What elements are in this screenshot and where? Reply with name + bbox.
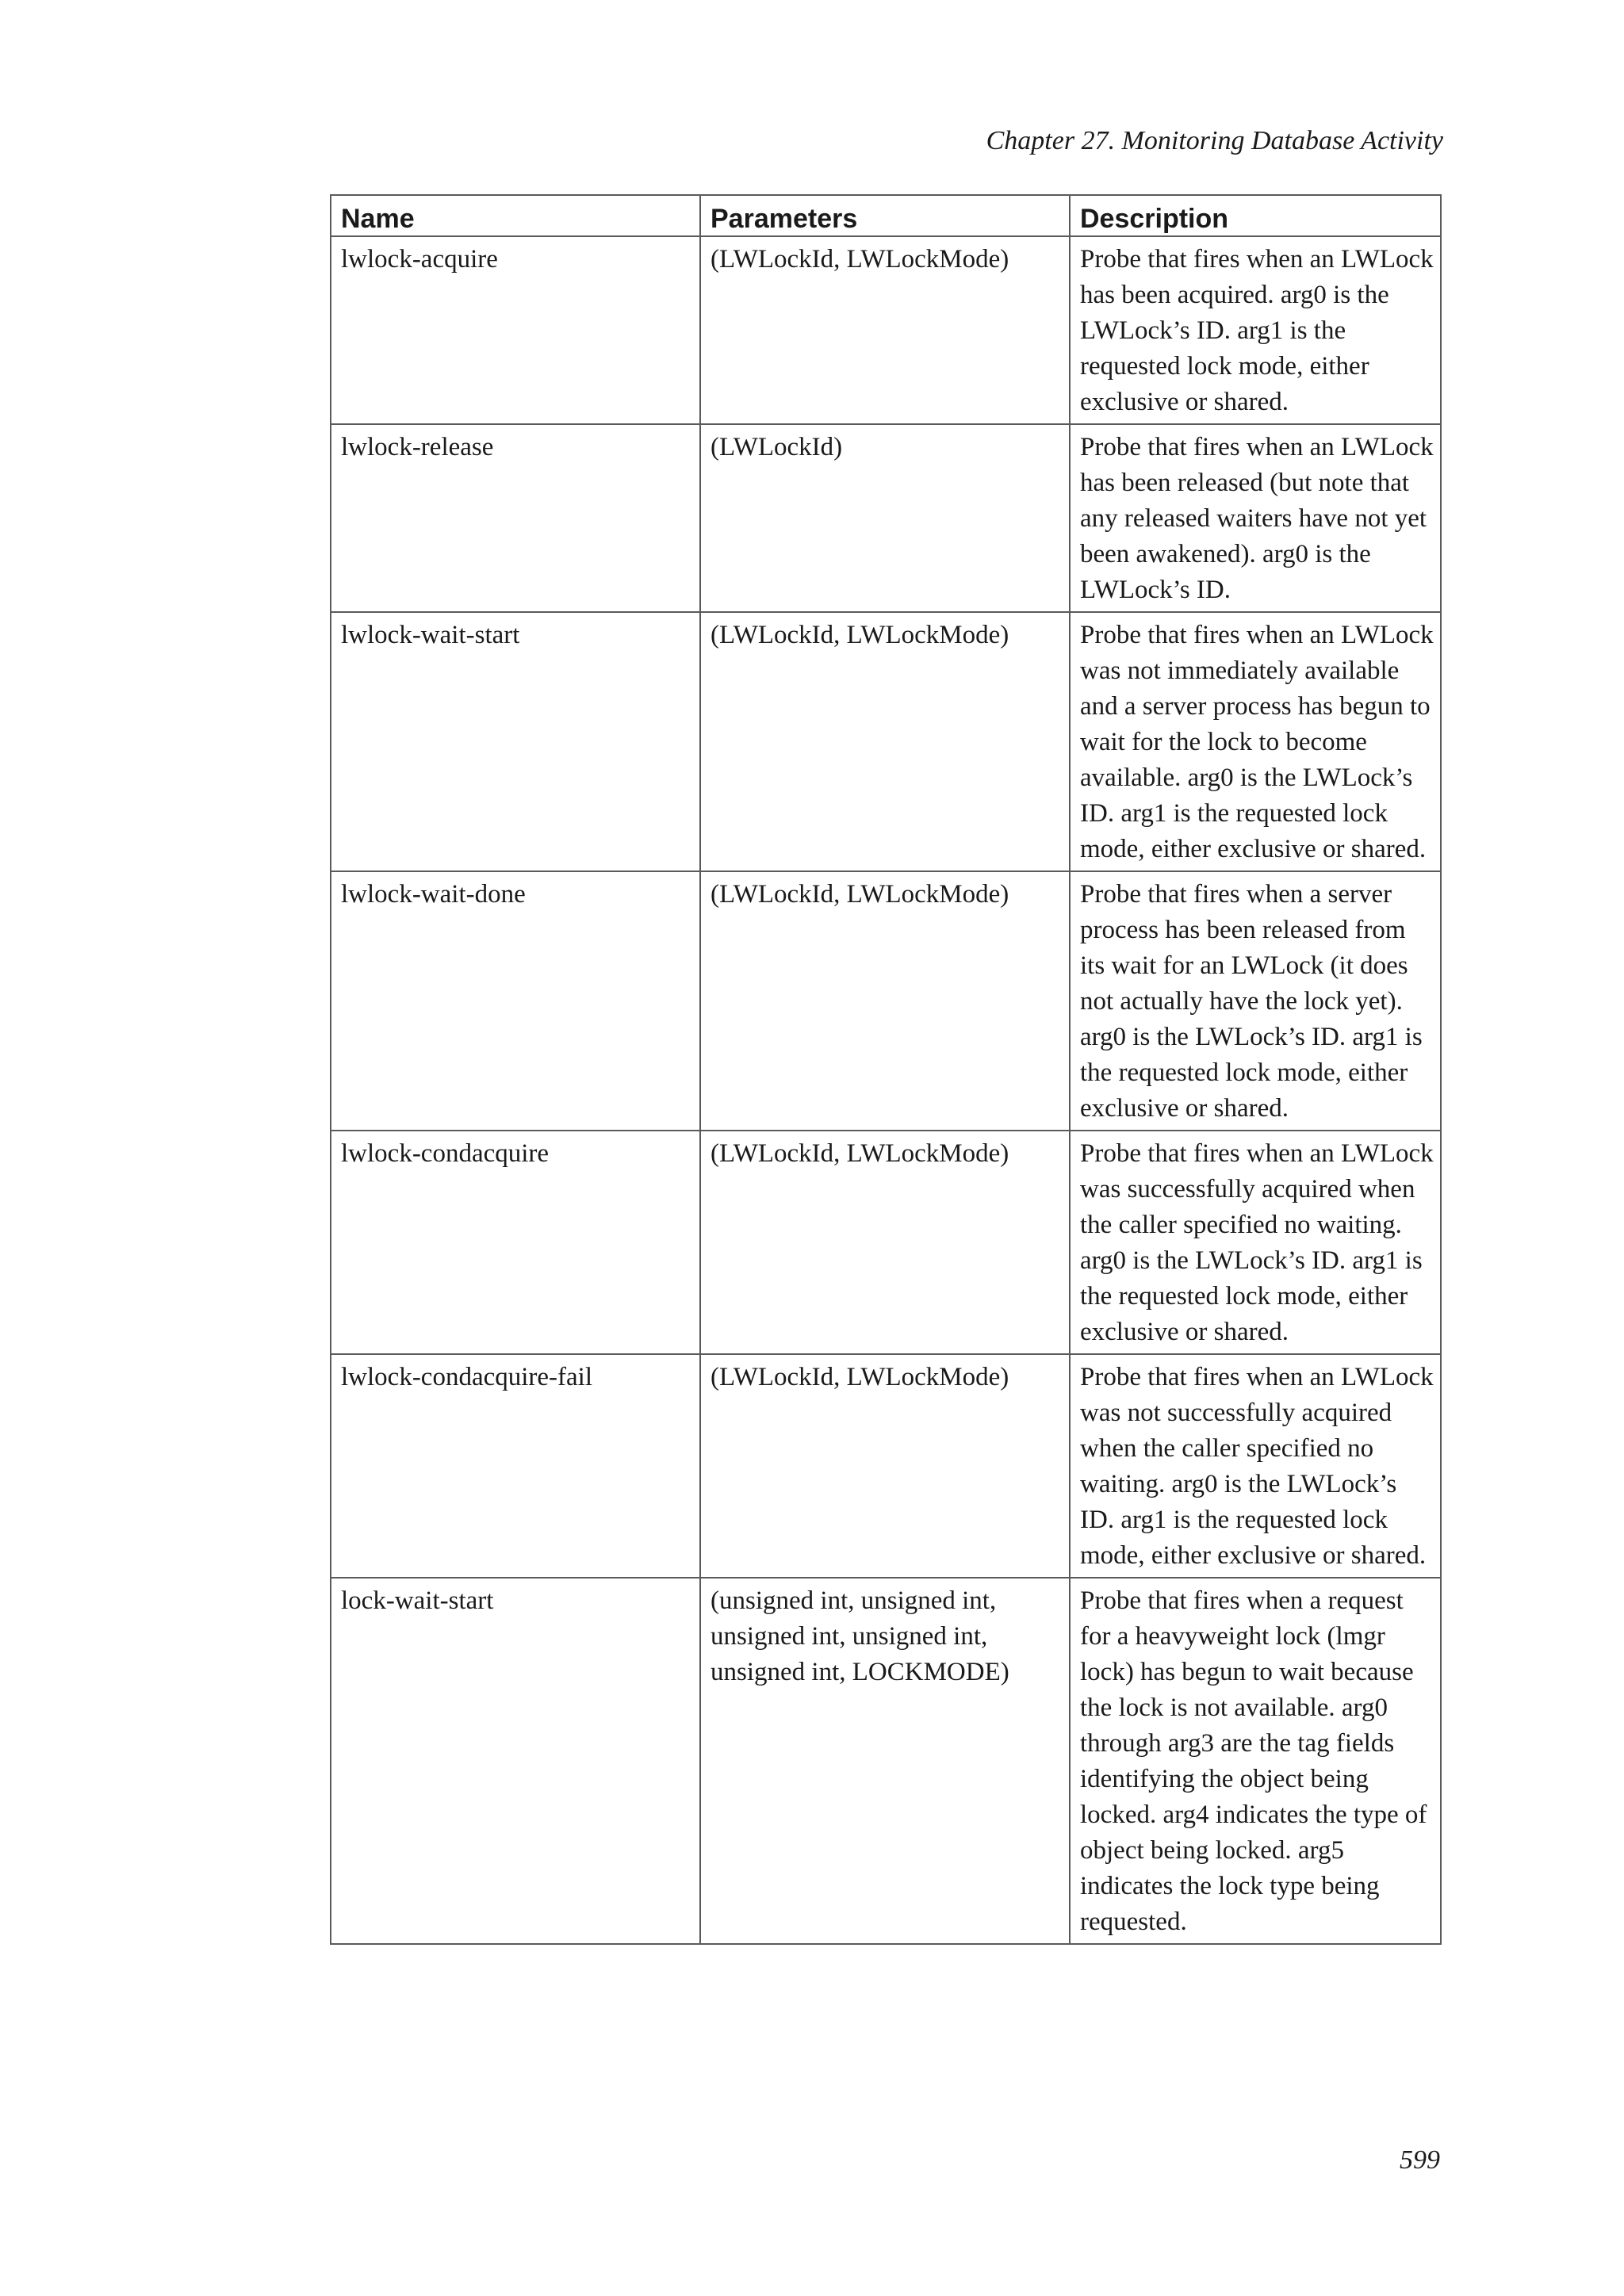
probe-parameters: (unsigned int, unsigned int, unsigned int, unsigned int, unsigned int, LOCKMODE)	[700, 1578, 1070, 1944]
probe-parameters: (LWLockId, LWLockMode)	[700, 236, 1070, 424]
table-row	[331, 1578, 1441, 1944]
table-row	[331, 424, 1441, 612]
probe-parameters: (LWLockId, LWLockMode)	[700, 1354, 1070, 1578]
column-header-parameters: Parameters	[700, 195, 1070, 236]
table-header-row	[331, 195, 1441, 236]
table-row	[331, 612, 1441, 871]
table-row	[331, 1131, 1441, 1354]
probe-description: Probe that fires when an LWLock has been released (but note that any released waiters have not yet been awakened). arg0 is the LWLock’s ID.	[1070, 424, 1441, 612]
probe-parameters: (LWLockId, LWLockMode)	[700, 1131, 1070, 1354]
probe-name: lwlock-condacquire-fail	[331, 1354, 700, 1578]
probe-description: Probe that fires when an LWLock has been acquired. arg0 is the LWLock’s ID. arg1 is the requested lock mode, either exclusive or shared.	[1070, 236, 1441, 424]
probe-parameters: (LWLockId, LWLockMode)	[700, 612, 1070, 871]
probe-description: Probe that fires when an LWLock was successfully acquired when the caller specified no waiting. arg0 is the LWLock’s ID. arg1 is the requested lock mode, either exclusive or shared.	[1070, 1131, 1441, 1354]
column-header-name: Name	[331, 195, 700, 236]
table-row	[331, 1354, 1441, 1578]
probe-description: Probe that fires when an LWLock was not immediately available and a server process has begun to wait for the lock to become available. arg0 is the LWLock’s ID. arg1 is the requested lock mode, either exclusive or shared.	[1070, 612, 1441, 871]
probe-description: Probe that fires when a server process has been released from its wait for an LWLock (it does not actually have the lock yet). arg0 is the LWLock’s ID. arg1 is the requested lock mode, either exclusive or shared.	[1070, 871, 1441, 1131]
probe-name: lock-wait-start	[331, 1578, 700, 1944]
probe-name: lwlock-acquire	[331, 236, 700, 424]
table-row	[331, 236, 1441, 424]
table-row	[331, 871, 1441, 1131]
probe-description: Probe that fires when an LWLock was not successfully acquired when the caller specified no waiting. arg0 is the LWLock’s ID. arg1 is the requested lock mode, either exclusive or shared.	[1070, 1354, 1441, 1578]
probe-name: lwlock-release	[331, 424, 700, 612]
running-header: Chapter 27. Monitoring Database Activity	[986, 126, 1443, 155]
probe-description: Probe that fires when a request for a heavyweight lock (lmgr lock) has begun to wait because the lock is not available. arg0 through arg3 are the tag fields identifying the object being locked. arg4 indicates the type of object being locked. arg5 indicates the lock type being requested.	[1070, 1578, 1441, 1944]
probe-parameters: (LWLockId, LWLockMode)	[700, 871, 1070, 1131]
probe-name: lwlock-wait-start	[331, 612, 700, 871]
probe-table	[330, 194, 1442, 1945]
probe-name: lwlock-condacquire	[331, 1131, 700, 1354]
column-header-description: Description	[1070, 195, 1441, 236]
probe-name: lwlock-wait-done	[331, 871, 700, 1131]
page-number: 599	[1400, 2145, 1440, 2175]
probe-parameters: (LWLockId)	[700, 424, 1070, 612]
